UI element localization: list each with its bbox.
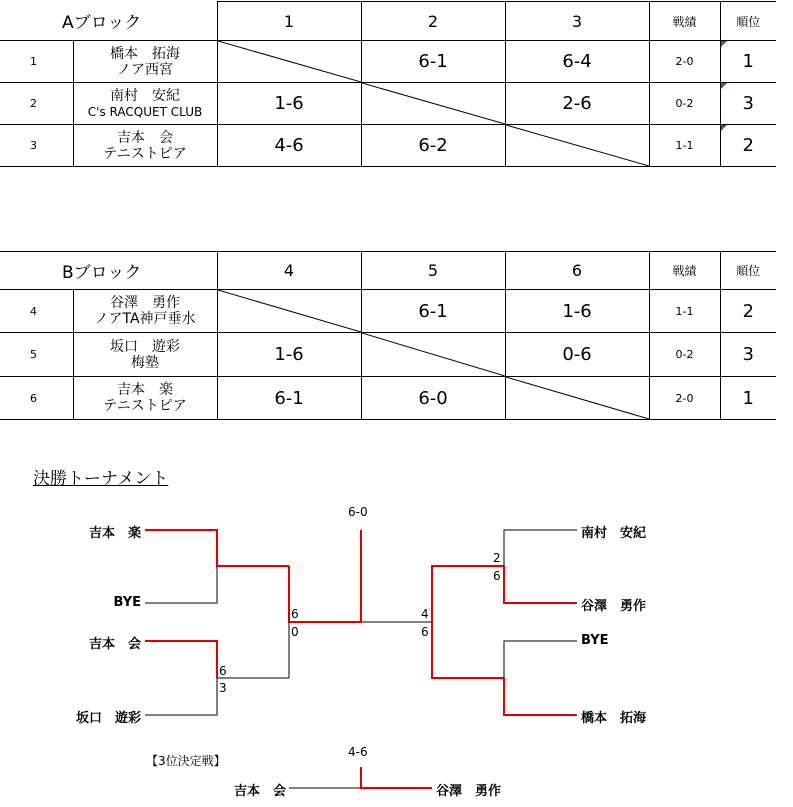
bracket-line <box>504 641 577 678</box>
tournament-title: 決勝トーナメント <box>33 469 169 489</box>
player-club: テニストピア <box>103 145 187 162</box>
score-cell: 0-6 <box>505 333 649 377</box>
left-player-1: 吉本 楽 <box>88 526 141 541</box>
bracket-line <box>432 622 504 678</box>
right-qf1-top-score: 2 <box>493 551 501 565</box>
player-club: テニストピア <box>103 398 187 414</box>
b-block-title: Bブロック <box>0 252 217 290</box>
row-index: 2 <box>0 83 73 125</box>
right-player-3: BYE <box>581 633 609 648</box>
player-club: C's RACQUET CLUB <box>87 104 203 119</box>
score-cell: 1-6 <box>505 290 649 333</box>
right-semi-bottom-score: 6 <box>421 625 429 639</box>
bracket-line <box>289 566 361 622</box>
player-name: 橋本 拓海 <box>110 45 180 62</box>
player-name: 吉本 楽 <box>117 382 173 398</box>
b-rank-header: 順位 <box>720 252 776 290</box>
a-rank-header: 順位 <box>720 2 776 41</box>
bracket-line <box>145 678 289 715</box>
right-qf1-bottom-score: 6 <box>493 569 501 583</box>
third-place-score: 4-6 <box>348 745 368 759</box>
right-semi-top-score: 4 <box>421 607 429 621</box>
bracket-line <box>145 530 289 566</box>
score-cell: 6-2 <box>361 125 505 167</box>
player-name: 坂口 遊彩 <box>110 338 180 355</box>
player-club: 梅塾 <box>131 354 159 371</box>
bracket-line <box>361 767 432 788</box>
record-cell: 1-1 <box>649 290 720 333</box>
rank-value: 2 <box>742 135 754 156</box>
right-player-1: 南村 安紀 <box>581 526 647 541</box>
a-col-1: 1 <box>217 2 361 41</box>
final-score: 6-0 <box>348 505 368 519</box>
record-cell: 0-2 <box>649 333 720 377</box>
a-col-2: 2 <box>361 2 505 41</box>
rank-value: 3 <box>742 93 754 114</box>
player-name: 南村 安紀 <box>110 87 180 104</box>
rank-cell: 3 <box>720 333 776 377</box>
score-cell: 4-6 <box>217 125 361 167</box>
rank-cell: 1 <box>720 377 776 420</box>
third-place-left-player: 吉本 会 <box>233 784 286 799</box>
left-semi-bottom-score: 0 <box>291 625 299 639</box>
right-player-4: 橋本 拓海 <box>581 711 647 726</box>
left-player-4: 坂口 遊彩 <box>75 711 141 726</box>
record-cell: 2-0 <box>649 41 720 83</box>
third-place-right-player: 谷澤 勇作 <box>436 784 502 799</box>
b-col-5: 5 <box>361 252 505 290</box>
player-name: 谷澤 勇作 <box>110 295 180 311</box>
bracket-line <box>504 530 577 566</box>
a-record-header: 戦績 <box>649 2 720 41</box>
score-cell: 6-0 <box>361 377 505 420</box>
record-cell: 2-0 <box>649 377 720 420</box>
score-cell: 6-1 <box>361 41 505 83</box>
left-qf2-top-score: 6 <box>219 664 227 678</box>
score-cell: 6-1 <box>217 377 361 420</box>
player-club: ノア西宮 <box>117 61 173 78</box>
third-place-label: 【3位決定戦】 <box>146 754 226 768</box>
row-index: 6 <box>0 377 73 420</box>
bracket-line <box>145 566 217 603</box>
record-cell: 0-2 <box>649 83 720 125</box>
left-player-3: 吉本 会 <box>88 637 141 652</box>
score-cell: 1-6 <box>217 333 361 377</box>
b-col-6: 6 <box>505 252 649 290</box>
row-index: 3 <box>0 125 73 167</box>
bracket-line <box>145 641 217 678</box>
bracket-line <box>504 566 577 603</box>
rank-cell: 2 <box>720 290 776 333</box>
left-semi-top-score: 6 <box>291 607 299 621</box>
row-index: 5 <box>0 333 73 377</box>
left-qf2-bottom-score: 3 <box>219 681 227 695</box>
score-cell: 1-6 <box>217 83 361 125</box>
bracket-line <box>504 678 577 715</box>
b-col-4: 4 <box>217 252 361 290</box>
rank-value: 1 <box>742 51 754 72</box>
record-cell: 1-1 <box>649 125 720 167</box>
score-cell: 6-1 <box>361 290 505 333</box>
a-block-title: Aブロック <box>0 2 217 41</box>
player-club: ノアTA神戸垂水 <box>94 311 196 327</box>
score-cell: 6-4 <box>505 41 649 83</box>
row-index: 1 <box>0 41 73 83</box>
right-player-2: 谷澤 勇作 <box>581 599 647 614</box>
row-index: 4 <box>0 290 73 333</box>
left-player-2: BYE <box>113 595 141 610</box>
a-col-3: 3 <box>505 2 649 41</box>
player-name: 吉本 会 <box>117 129 173 146</box>
score-cell: 2-6 <box>505 83 649 125</box>
b-record-header: 戦績 <box>649 252 720 290</box>
